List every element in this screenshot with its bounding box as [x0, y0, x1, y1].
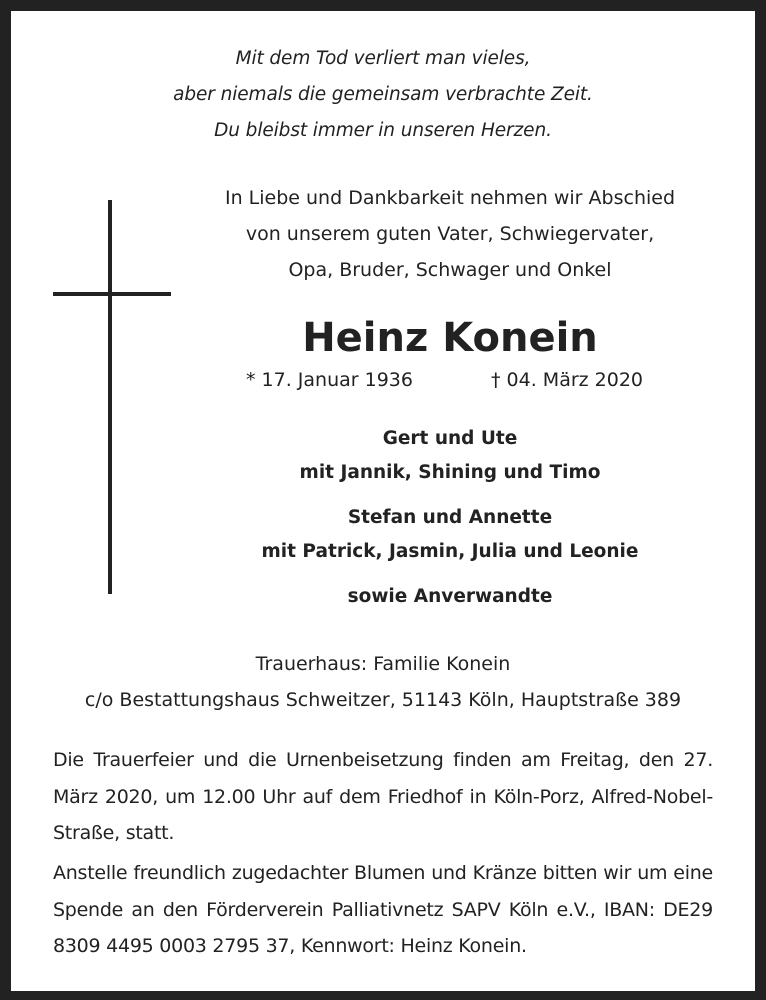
motto-line: Du bleibst immer in unseren Herzen. — [214, 120, 552, 141]
cross-horizontal-bar — [53, 292, 171, 296]
family-line: mit Patrick, Jasmin, Julia und Leonie — [261, 541, 639, 562]
motto-line: Mit dem Tod verliert man vieles, — [235, 48, 531, 69]
intro-line: Opa, Bruder, Schwager und Onkel — [288, 259, 612, 281]
cross-vertical-bar — [108, 200, 112, 594]
family-line: sowie Anverwandte — [347, 586, 553, 607]
family-group — [180, 580, 720, 614]
address-line: c/o Bestattungshaus Schweitzer, 51143 Köln, Hauptstraße 389 — [84, 689, 682, 711]
motto-line: aber niemals die gemeinsam verbrachte Zeit. — [173, 84, 593, 105]
farewell-intro — [180, 180, 720, 288]
motto-verse — [0, 41, 766, 149]
family-group — [180, 501, 720, 569]
birth-date: * 17. Januar 1936 — [246, 369, 413, 391]
address-line: Trauerhaus: Familie Konein — [255, 653, 511, 675]
intro-line: In Liebe und Dankbarkeit nehmen wir Abschied — [224, 187, 676, 209]
family-line: Gert und Ute — [382, 428, 518, 449]
mourning-house-address — [0, 646, 766, 718]
family-group — [180, 422, 720, 490]
deceased-name: Heinz Konein — [302, 315, 598, 361]
family-line: Stefan und Annette — [347, 507, 553, 528]
intro-line: von unserem guten Vater, Schwiegervater, — [245, 223, 655, 245]
funeral-info-paragraph: Die Trauerfeier und die Urnenbeisetzung finden am Freitag, den 27. März 2020, um 12.00 Uhr auf dem Friedhof in Köln-Porz, Alfred-Nobel-Straße, statt. — [53, 749, 713, 844]
family-line: mit Jannik, Shining und Timo — [299, 462, 601, 483]
donation-info-paragraph: Anstelle freundlich zugedachter Blumen und Kränze bitten wir um eine Spende an den Förderverein Palliativnetz SAPV Köln e.V., IBAN: DE29 8309 4495 0003 2795 37, Kennwort: Heinz Konein. — [53, 862, 713, 957]
death-date: † 04. März 2020 — [491, 369, 644, 391]
